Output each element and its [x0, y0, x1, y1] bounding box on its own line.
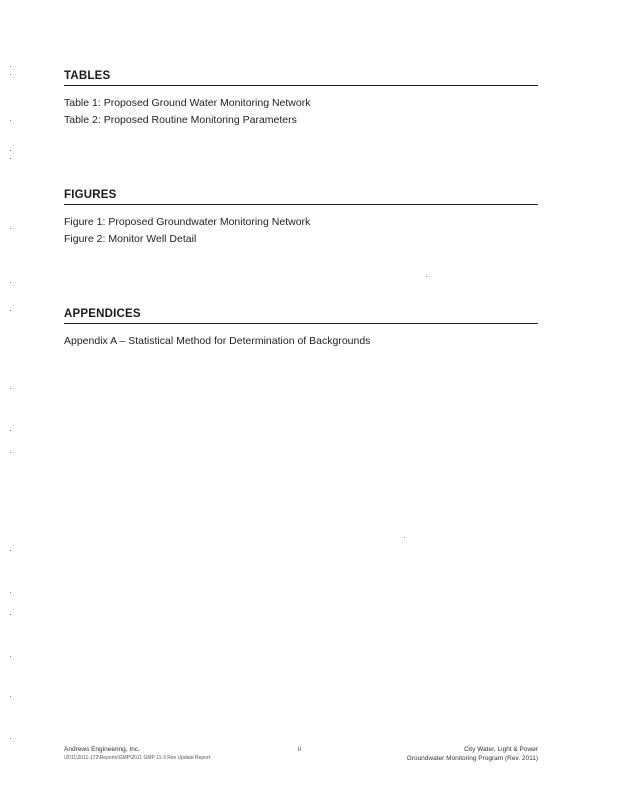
scan-speck — [10, 592, 11, 593]
footer-client: City Water, Light & Power — [464, 746, 538, 753]
scan-speck — [10, 452, 11, 453]
scan-speck — [10, 656, 11, 657]
footer-right — [407, 745, 538, 763]
footer-document-title: Groundwater Monitoring Program (Rev. 2011) — [406, 755, 538, 762]
scan-speck — [10, 388, 11, 389]
scan-speck — [10, 120, 11, 121]
footer-left — [64, 745, 210, 763]
scan-speck — [10, 150, 11, 151]
figure-entry-2: Figure 2: Monitor Well Detail — [64, 233, 197, 245]
figures-heading: FIGURES — [64, 189, 538, 205]
scan-speck — [10, 74, 11, 75]
table-entry-2: Table 2: Proposed Routine Monitoring Parameters — [64, 114, 297, 126]
appendices-heading: APPENDICES — [64, 308, 538, 324]
scan-speck — [404, 537, 405, 538]
scan-speck — [10, 550, 11, 551]
scan-speck — [10, 430, 11, 431]
appendix-entry-a: Appendix A – Statistical Method for Determination of Backgrounds — [64, 335, 371, 347]
figure-entry-1: Figure 1: Proposed Groundwater Monitoring Network — [64, 216, 311, 228]
footer-company: Andrews Engineering, Inc. — [64, 746, 140, 753]
scan-speck — [10, 228, 11, 229]
tables-section — [64, 70, 538, 129]
scan-speck — [10, 282, 11, 283]
scan-speck — [10, 738, 11, 739]
tables-list — [64, 95, 538, 129]
appendices-list — [64, 333, 538, 350]
footer-file-path: \2011\2011-172\Reports\GMP\2011 GMP 11-3 Rev Update Report — [64, 755, 211, 761]
scan-speck — [10, 614, 11, 615]
scan-speck — [10, 66, 11, 67]
scan-speck — [10, 158, 11, 159]
tables-heading: TABLES — [64, 70, 538, 86]
figures-list — [64, 214, 538, 248]
footer-page-number: ii — [298, 746, 301, 753]
table-entry-1: Table 1: Proposed Ground Water Monitoring Network — [64, 97, 311, 109]
appendices-section — [64, 308, 538, 350]
scan-speck — [426, 276, 427, 277]
figures-section — [64, 189, 538, 248]
scan-speck — [10, 696, 11, 697]
scan-speck — [10, 310, 11, 311]
